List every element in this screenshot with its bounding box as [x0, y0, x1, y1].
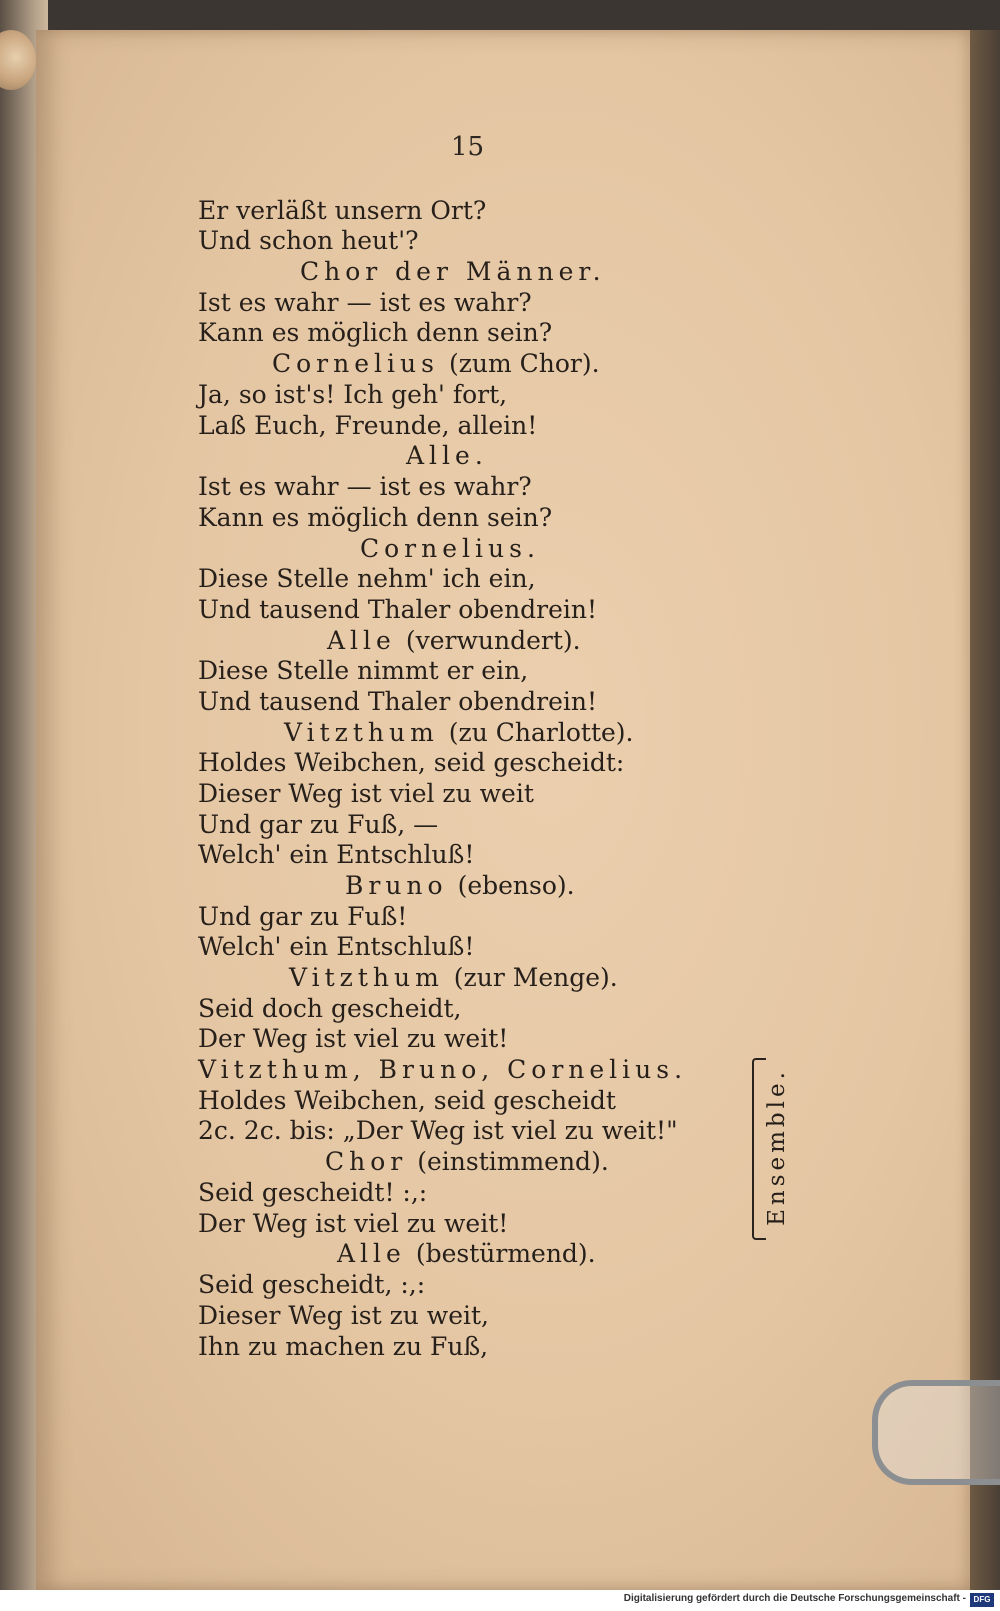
verse-line [198, 226, 418, 256]
speaker-line [289, 963, 618, 993]
footer-bar [0, 1590, 1000, 1611]
speaker-name: Vitzthum [284, 718, 439, 747]
speaker-line [345, 871, 575, 901]
verse-line [198, 318, 552, 348]
paper-clip [872, 1380, 1000, 1485]
stage-direction: (verwundert). [405, 626, 581, 655]
page-right-edge [970, 30, 1000, 1590]
verse-line [198, 1209, 508, 1239]
verse-text: Seid gescheidt! :,: [198, 1178, 428, 1207]
page-number: 15 [451, 132, 485, 162]
speaker-name: Bruno [345, 871, 448, 900]
verse-line [198, 1086, 616, 1116]
verse-text: Holdes Weibchen, seid gescheidt [198, 1086, 616, 1115]
speaker-name: Cornelius [272, 349, 439, 378]
verse-line [198, 1178, 427, 1208]
speaker-line [360, 534, 540, 564]
verse-text: Diese Stelle nehm' ich ein, [198, 564, 536, 593]
speaker-line [325, 1147, 609, 1177]
verse-text: Seid gescheidt, :,: [198, 1270, 426, 1299]
footer-credit: Digitalisierung gefördert durch die Deutsche Forschungsgemeinschaft - [623, 1593, 966, 1604]
verse-line [198, 1301, 489, 1331]
verse-line [198, 994, 462, 1024]
stage-direction: (ebenso). [457, 871, 575, 900]
verse-line [198, 288, 532, 318]
speaker-name: Cornelius. [360, 534, 540, 563]
stage-direction: (zum Chor). [448, 349, 600, 378]
verse-line [198, 902, 407, 932]
verse-line [198, 810, 438, 840]
speaker-name: Chor [325, 1147, 408, 1176]
verse-text: Kann es möglich denn sein? [198, 503, 553, 532]
verse-text: Laß Euch, Freunde, allein! [198, 411, 538, 440]
speaker-name: Alle [327, 626, 396, 655]
verse-line [198, 656, 528, 686]
verse-text: Seid doch gescheidt, [198, 994, 462, 1023]
verse-line [198, 503, 552, 533]
verse-line [198, 472, 532, 502]
verse-text: Ja, so ist's! Ich geh' fort, [198, 380, 508, 409]
speaker-name: Vitzthum [289, 963, 444, 992]
verse-line [198, 748, 624, 778]
verse-text: Dieser Weg ist zu weit, [198, 1301, 489, 1330]
verse-text: Ist es wahr — ist es wahr? [198, 472, 532, 501]
verse-text: Und tausend Thaler obendrein! [198, 687, 598, 716]
verse-line [198, 1332, 488, 1362]
verse-line [198, 380, 507, 410]
verse-line [198, 595, 597, 625]
speaker-line [300, 257, 606, 287]
verse-text: Ist es wahr — ist es wahr? [198, 288, 532, 317]
verse-line [198, 779, 534, 809]
verse-line [198, 687, 597, 717]
verse-line [198, 1270, 425, 1300]
stage-direction: (bestürmend). [415, 1239, 596, 1268]
verse-line [198, 932, 474, 962]
speaker-name: Alle. [406, 441, 488, 470]
verse-line [198, 564, 536, 594]
verse-text: Welch' ein Entschluß! [198, 932, 475, 961]
verse-text: Und gar zu Fuß! [198, 902, 408, 931]
speaker-line [406, 441, 488, 471]
verse-line [198, 840, 474, 870]
verse-text: Der Weg ist viel zu weit! [198, 1024, 509, 1053]
stage-direction: (zu Charlotte). [448, 718, 634, 747]
speaker-name: Vitzthum, Bruno, Cornelius. [198, 1055, 688, 1084]
verse-text: 2c. 2c. bis: „Der Weg ist viel zu weit!" [198, 1116, 678, 1145]
speaker-line [284, 718, 634, 748]
verse-text: Er verläßt unsern Ort? [198, 196, 487, 225]
speaker-line [337, 1239, 596, 1269]
verse-text: Ihn zu machen zu Fuß, [198, 1332, 489, 1361]
speaker-line [272, 349, 600, 379]
speaker-name: Chor der Männer. [300, 257, 606, 286]
ensemble-label: Ensemble. [764, 1068, 790, 1226]
ensemble-margin-note [757, 1058, 797, 1236]
verse-text: Der Weg ist viel zu weit! [198, 1209, 509, 1238]
verse-text: Diese Stelle nimmt er ein, [198, 656, 529, 685]
verse-text: Und gar zu Fuß, — [198, 810, 439, 839]
verse-line [198, 1024, 508, 1054]
verse-text: Holdes Weibchen, seid gescheidt: [198, 748, 625, 777]
dfg-logo-icon: DFG [970, 1593, 994, 1607]
stage-direction: (einstimmend). [417, 1147, 609, 1176]
verse-text: Und tausend Thaler obendrein! [198, 595, 598, 624]
verse-text: Und schon heut'? [198, 226, 419, 255]
verse-text: Kann es möglich denn sein? [198, 318, 553, 347]
verse-text: Welch' ein Entschluß! [198, 840, 475, 869]
speaker-line [327, 626, 581, 656]
stage-direction: (zur Menge). [453, 963, 618, 992]
verse-text: Dieser Weg ist viel zu weit [198, 779, 534, 808]
verse-line [198, 1116, 678, 1146]
verse-line [198, 196, 486, 226]
speaker-line [198, 1055, 687, 1085]
verse-line [198, 411, 537, 441]
speaker-name: Alle [337, 1239, 406, 1268]
